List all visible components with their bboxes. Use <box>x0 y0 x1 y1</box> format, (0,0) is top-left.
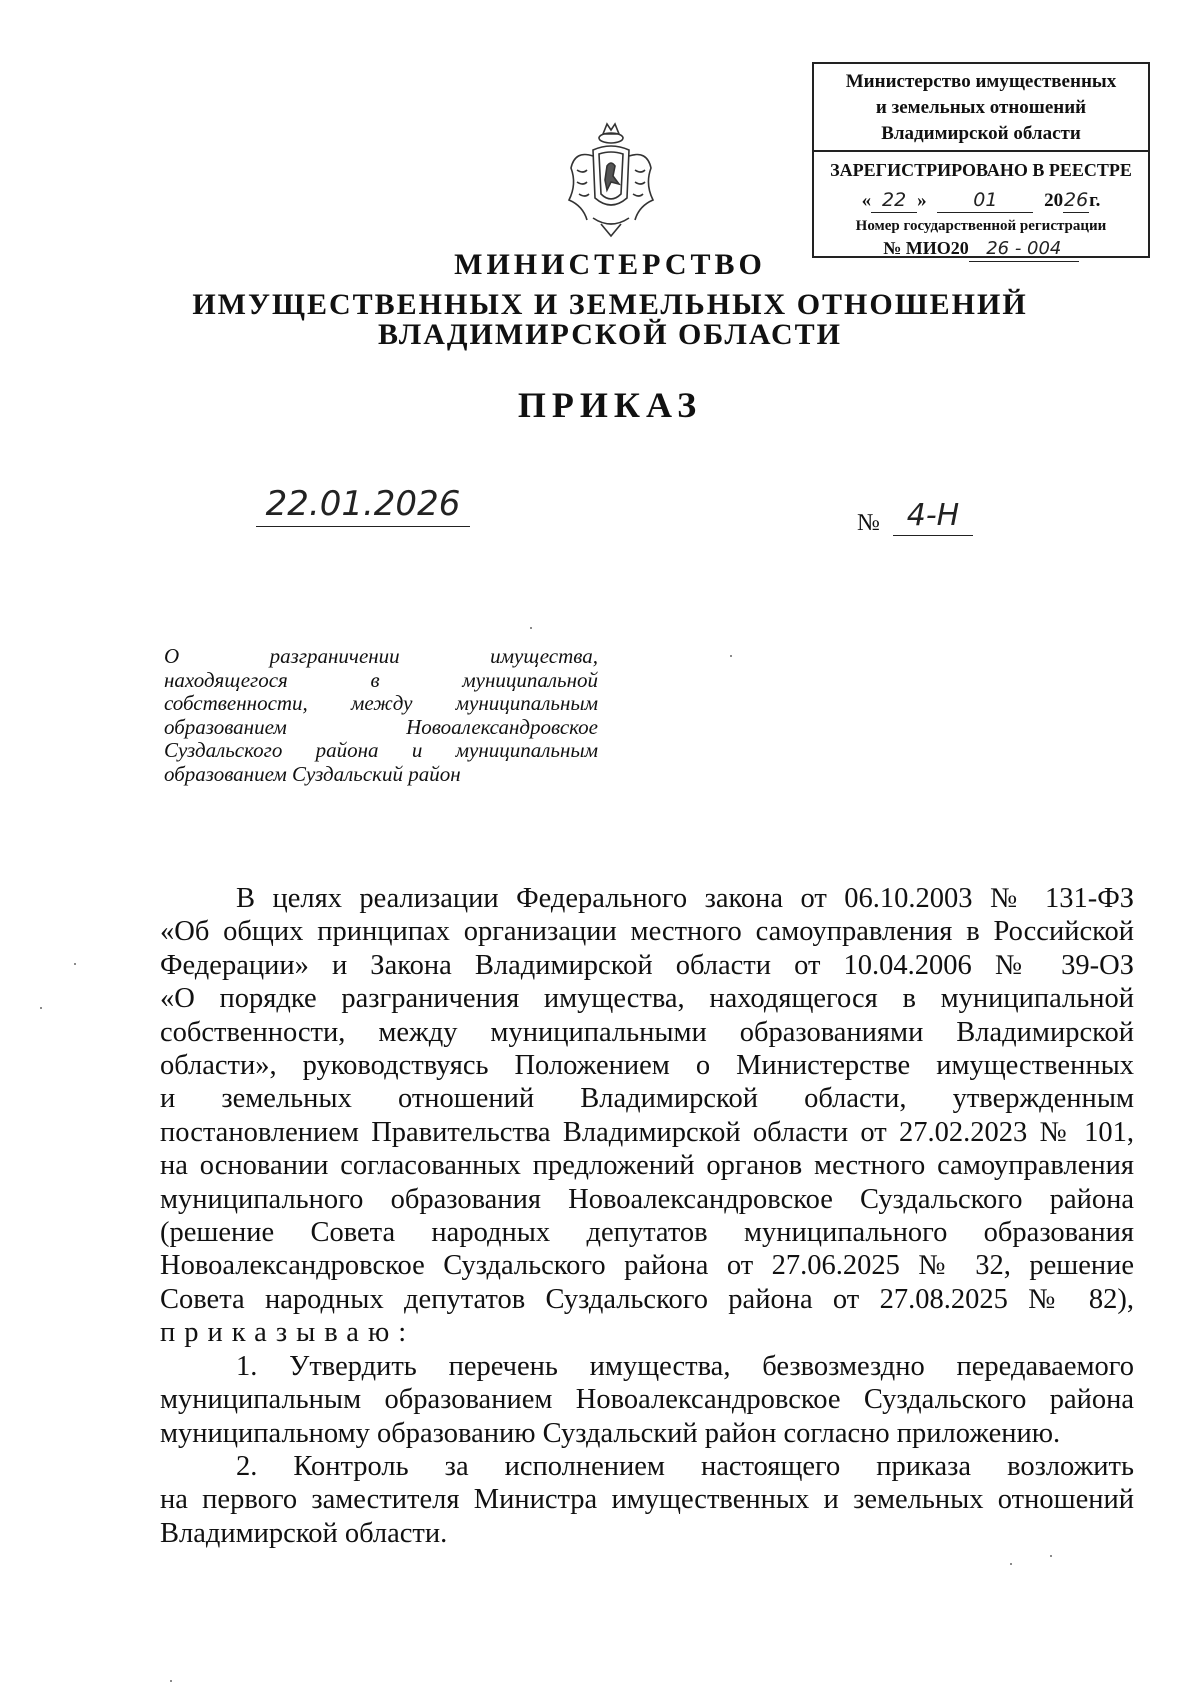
stamp-divider <box>814 150 1148 152</box>
body-line: на первого заместителя Министра имущественных и земельных отношений <box>160 1484 1134 1516</box>
order-date-line <box>256 526 470 527</box>
body-line: постановлением Правительства Владимирской области от 27.02.2023 № 101, <box>160 1116 1134 1148</box>
order-number-sign: № <box>857 510 880 536</box>
body-line-directive: приказываю: <box>160 1317 416 1349</box>
stamp-date-day: 22 <box>871 188 917 213</box>
stamp-date <box>814 188 1148 213</box>
stamp-org-line2: и земельных отношений <box>875 97 1087 118</box>
subject-line: образованием Новоалександровское <box>164 714 598 739</box>
ministry-header-line1: МИНИСТЕРСТВО <box>454 248 766 281</box>
stamp-number-prefix: № МИО20 <box>883 238 969 258</box>
subject-line: О разграничении имущества, <box>164 644 598 668</box>
body-line: муниципальному образованию Суздальский район согласно приложению. <box>160 1417 1061 1449</box>
stamp-date-year-suffix: 26 <box>1064 189 1089 211</box>
stamp-number-label: Номер государственной регистрации <box>855 218 1107 234</box>
body-line: В целях реализации Федерального закона от 06.10.2003 № 131-ФЗ <box>236 883 1134 914</box>
body-line: «Об общих принципах организации местного самоуправления в Российской <box>160 916 1134 948</box>
stamp-org-line3: Владимирской области <box>881 123 1081 144</box>
stamp-date-close-quote: » <box>917 190 927 211</box>
order-body <box>160 882 1134 1550</box>
body-line: Совета народных депутатов Суздальского района от 27.08.2025 № 82), <box>160 1283 1134 1315</box>
subject-line: находящегося в муниципальной <box>164 667 598 692</box>
stamp-date-open-quote: « <box>861 190 872 211</box>
body-line: собственности, между муниципальными образованиями Владимирской <box>160 1016 1134 1048</box>
subject-line: собственности, между муниципальным <box>164 691 598 715</box>
stamp-number-handwritten: 26 - 004 <box>969 237 1079 262</box>
stamp-org-line1: Министерство имущественных <box>845 71 1117 92</box>
scan-speck <box>530 627 532 629</box>
subject-line: образованием Суздальский район <box>164 761 461 786</box>
registration-stamp <box>812 62 1150 258</box>
subject-line: Суздальского района и муниципальным <box>164 738 598 762</box>
order-number-line <box>893 535 973 536</box>
scan-speck <box>1010 1563 1012 1565</box>
body-line: Новоалександровское Суздальского района от 27.06.2025 № 32, решение <box>160 1250 1134 1282</box>
coat-of-arms-icon <box>563 120 659 238</box>
stamp-date-month: 01 <box>937 188 1033 213</box>
body-line: (решение Совета народных депутатов муниципального образования <box>160 1217 1134 1249</box>
document-title: ПРИКАЗ <box>517 385 703 425</box>
body-line: области», руководствуясь Положением о Министерстве имущественных <box>160 1050 1134 1082</box>
stamp-date-year-prefix: 20 <box>1044 190 1064 211</box>
order-subject <box>164 645 598 786</box>
scan-speck <box>74 963 76 965</box>
scan-speck <box>40 1007 42 1009</box>
scan-speck <box>170 1680 172 1682</box>
ministry-header-line3: ВЛАДИМИРСКОЙ ОБЛАСТИ <box>378 318 842 351</box>
order-number-handwritten: 4-Н <box>906 498 960 533</box>
body-line: Владимирской области. <box>160 1517 448 1549</box>
body-line: 2. Контроль за исполнением настоящего приказа возложить <box>236 1450 1134 1482</box>
order-date-handwritten: 22.01.2026 <box>265 484 461 524</box>
body-line: «О порядке разграничения имущества, находящегося в муниципальной <box>160 983 1134 1015</box>
body-line: муниципального образования Новоалександровское Суздальского района <box>160 1183 1134 1215</box>
body-line: муниципальным образованием Новоалександровское Суздальского района <box>160 1384 1134 1416</box>
scan-speck <box>1050 1555 1052 1557</box>
body-line: на основании согласованных предложений органов местного самоуправления <box>160 1150 1134 1182</box>
body-line: и земельных отношений Владимирской области, утвержденным <box>160 1083 1134 1115</box>
stamp-date-year-end: г. <box>1089 190 1101 211</box>
scan-speck <box>730 655 732 657</box>
body-line: 1. Утвердить перечень имущества, безвозмездно передаваемого <box>236 1350 1134 1382</box>
ministry-header-line2: ИМУЩЕСТВЕННЫХ И ЗЕМЕЛЬНЫХ ОТНОШЕНИЙ <box>192 288 1028 321</box>
stamp-registered-label: ЗАРЕГИСТРИРОВАНО В РЕЕСТРЕ <box>830 160 1132 180</box>
body-line: Федерации» и Закона Владимирской области от 10.04.2006 № 39-ОЗ <box>160 949 1134 981</box>
